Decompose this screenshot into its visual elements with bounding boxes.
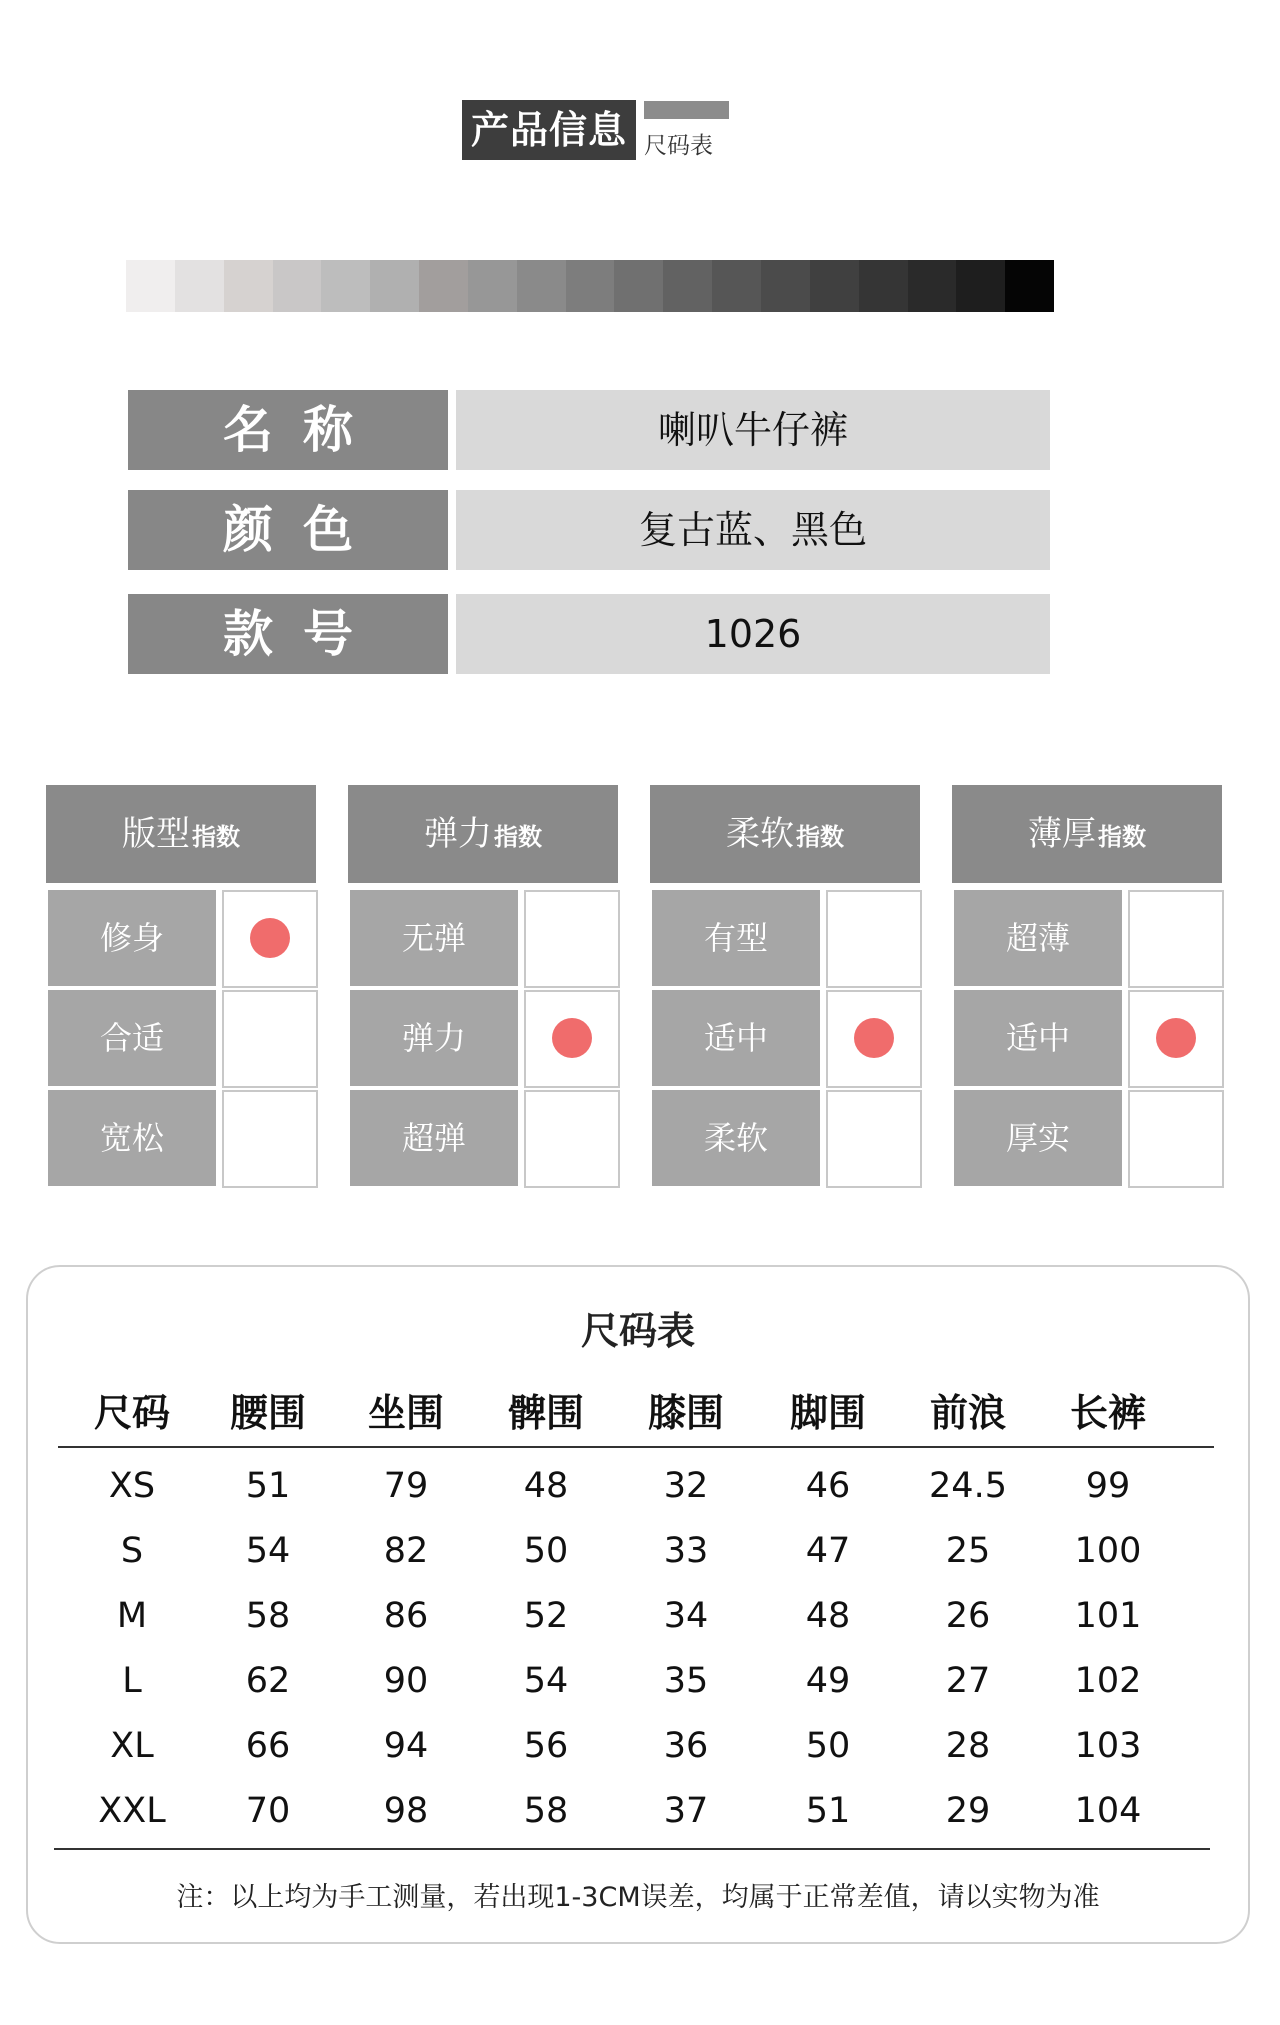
section-title: 产品信息 (462, 100, 636, 160)
column-header: 髀围 (507, 1391, 584, 1435)
gray-swatch (956, 260, 1005, 312)
gray-swatch (175, 260, 224, 312)
table-cell: 86 (383, 1596, 429, 1636)
gray-swatch (1005, 260, 1054, 312)
table-cell: 58 (245, 1596, 291, 1636)
index-option-label: 超薄 (954, 890, 1122, 986)
table-cell: 37 (663, 1791, 709, 1831)
index-option-box (826, 890, 922, 988)
index-option-label: 适中 (652, 990, 820, 1086)
index-suffix: 指数 (192, 823, 240, 851)
table-cell: S (120, 1531, 144, 1571)
table-cell: 33 (663, 1531, 709, 1571)
gray-swatch (517, 260, 566, 312)
index-option-box (1128, 1090, 1224, 1188)
index-option-label: 超弹 (350, 1090, 518, 1186)
index-option-box (826, 990, 922, 1088)
table-cell: 25 (945, 1531, 991, 1571)
index-option-label: 合适 (48, 990, 216, 1086)
gray-swatch (468, 260, 517, 312)
table-cell: 52 (523, 1596, 569, 1636)
gray-swatch (419, 260, 468, 312)
index-title: 版型 (122, 814, 190, 854)
footer-divider (54, 1848, 1210, 1850)
table-cell: M (116, 1596, 148, 1636)
gray-swatch (273, 260, 322, 312)
gray-swatch (370, 260, 419, 312)
table-cell: 58 (523, 1791, 569, 1831)
table-cell: 82 (383, 1531, 429, 1571)
table-cell: 51 (245, 1466, 291, 1506)
table-cell: 36 (663, 1726, 709, 1766)
table-cell: 102 (1074, 1661, 1142, 1701)
table-cell: XXL (98, 1791, 166, 1831)
table-cell: 50 (805, 1726, 851, 1766)
table-cell: 29 (945, 1791, 991, 1831)
index-option-label: 弹力 (350, 990, 518, 1086)
selected-dot (854, 1018, 894, 1058)
table-cell: XS (108, 1466, 156, 1506)
selected-dot (1156, 1018, 1196, 1058)
table-cell: 24.5 (929, 1466, 1007, 1506)
table-cell: 79 (383, 1466, 429, 1506)
table-cell: 35 (663, 1661, 709, 1701)
index-panel-title (46, 785, 316, 883)
info-value-color: 复古蓝、黑色 (456, 490, 1050, 570)
index-option-box (222, 890, 318, 988)
index-option-box (1128, 890, 1224, 988)
table-cell: 70 (245, 1791, 291, 1831)
table-cell: 66 (245, 1726, 291, 1766)
info-label-color: 颜色 (128, 490, 448, 570)
index-title: 柔软 (726, 814, 794, 854)
index-option-label: 宽松 (48, 1090, 216, 1186)
index-panel-title (952, 785, 1222, 883)
selected-dot (552, 1018, 592, 1058)
measurement-note: 注：以上均为手工测量，若出现1-3CM误差，均属于正常差值，请以实物为准 (176, 1882, 1100, 1913)
column-header: 膝围 (647, 1391, 724, 1435)
index-title: 弹力 (424, 814, 492, 854)
table-cell: 46 (805, 1466, 851, 1506)
index-suffix: 指数 (796, 823, 844, 851)
table-cell: 101 (1074, 1596, 1142, 1636)
header-divider (58, 1446, 1214, 1448)
gray-swatch (859, 260, 908, 312)
gray-swatch (712, 260, 761, 312)
column-header: 长裤 (1069, 1391, 1146, 1435)
table-cell: 104 (1074, 1791, 1142, 1831)
table-cell: 26 (945, 1596, 991, 1636)
index-option-box (524, 1090, 620, 1188)
gray-swatch (908, 260, 957, 312)
title-accent-bar (644, 101, 729, 119)
table-cell: XL (110, 1726, 154, 1766)
info-value-name: 喇叭牛仔裤 (456, 390, 1050, 470)
index-title: 薄厚 (1028, 814, 1096, 854)
index-option-box (1128, 990, 1224, 1088)
gray-swatch (224, 260, 273, 312)
gray-swatch (321, 260, 370, 312)
table-cell: 99 (1085, 1466, 1131, 1506)
index-suffix: 指数 (1098, 823, 1146, 851)
index-option-box (826, 1090, 922, 1188)
info-value-style-no: 1026 (456, 594, 1050, 674)
index-option-label: 厚实 (954, 1090, 1122, 1186)
column-header: 脚围 (789, 1391, 866, 1435)
table-cell: 47 (805, 1531, 851, 1571)
index-option-label: 无弹 (350, 890, 518, 986)
table-cell: 51 (805, 1791, 851, 1831)
gray-swatch (810, 260, 859, 312)
size-table-title: 尺码表 (580, 1309, 695, 1353)
index-suffix: 指数 (494, 823, 542, 851)
index-option-label: 修身 (48, 890, 216, 986)
selected-dot (250, 918, 290, 958)
table-cell: 103 (1074, 1726, 1142, 1766)
index-panel-title (650, 785, 920, 883)
index-option-box (524, 990, 620, 1088)
index-option-label: 适中 (954, 990, 1122, 1086)
table-cell: 32 (663, 1466, 709, 1506)
table-cell: L (122, 1661, 142, 1701)
table-cell: 62 (245, 1661, 291, 1701)
column-header: 前浪 (929, 1391, 1006, 1435)
table-cell: 34 (663, 1596, 709, 1636)
gray-swatch (566, 260, 615, 312)
index-option-box (222, 990, 318, 1088)
table-cell: 100 (1074, 1531, 1142, 1571)
column-header: 腰围 (229, 1391, 306, 1435)
color-gradient-strip (126, 260, 1054, 312)
table-cell: 48 (523, 1466, 569, 1506)
info-label-name: 名称 (128, 390, 448, 470)
table-cell: 27 (945, 1661, 991, 1701)
column-header: 坐围 (367, 1391, 444, 1435)
table-cell: 56 (523, 1726, 569, 1766)
index-option-box (524, 890, 620, 988)
table-cell: 49 (805, 1661, 851, 1701)
table-cell: 50 (523, 1531, 569, 1571)
gray-swatch (663, 260, 712, 312)
table-cell: 94 (383, 1726, 429, 1766)
index-option-label: 柔软 (652, 1090, 820, 1186)
index-option-label: 有型 (652, 890, 820, 986)
table-cell: 98 (383, 1791, 429, 1831)
gray-swatch (126, 260, 175, 312)
info-label-style-no: 款号 (128, 594, 448, 674)
section-subtitle: 尺码表 (644, 133, 713, 159)
table-cell: 54 (523, 1661, 569, 1701)
gray-swatch (614, 260, 663, 312)
table-cell: 54 (245, 1531, 291, 1571)
column-header: 尺码 (93, 1391, 170, 1435)
gray-swatch (761, 260, 810, 312)
table-cell: 90 (383, 1661, 429, 1701)
table-cell: 48 (805, 1596, 851, 1636)
table-cell: 28 (945, 1726, 991, 1766)
index-panel-title (348, 785, 618, 883)
index-option-box (222, 1090, 318, 1188)
